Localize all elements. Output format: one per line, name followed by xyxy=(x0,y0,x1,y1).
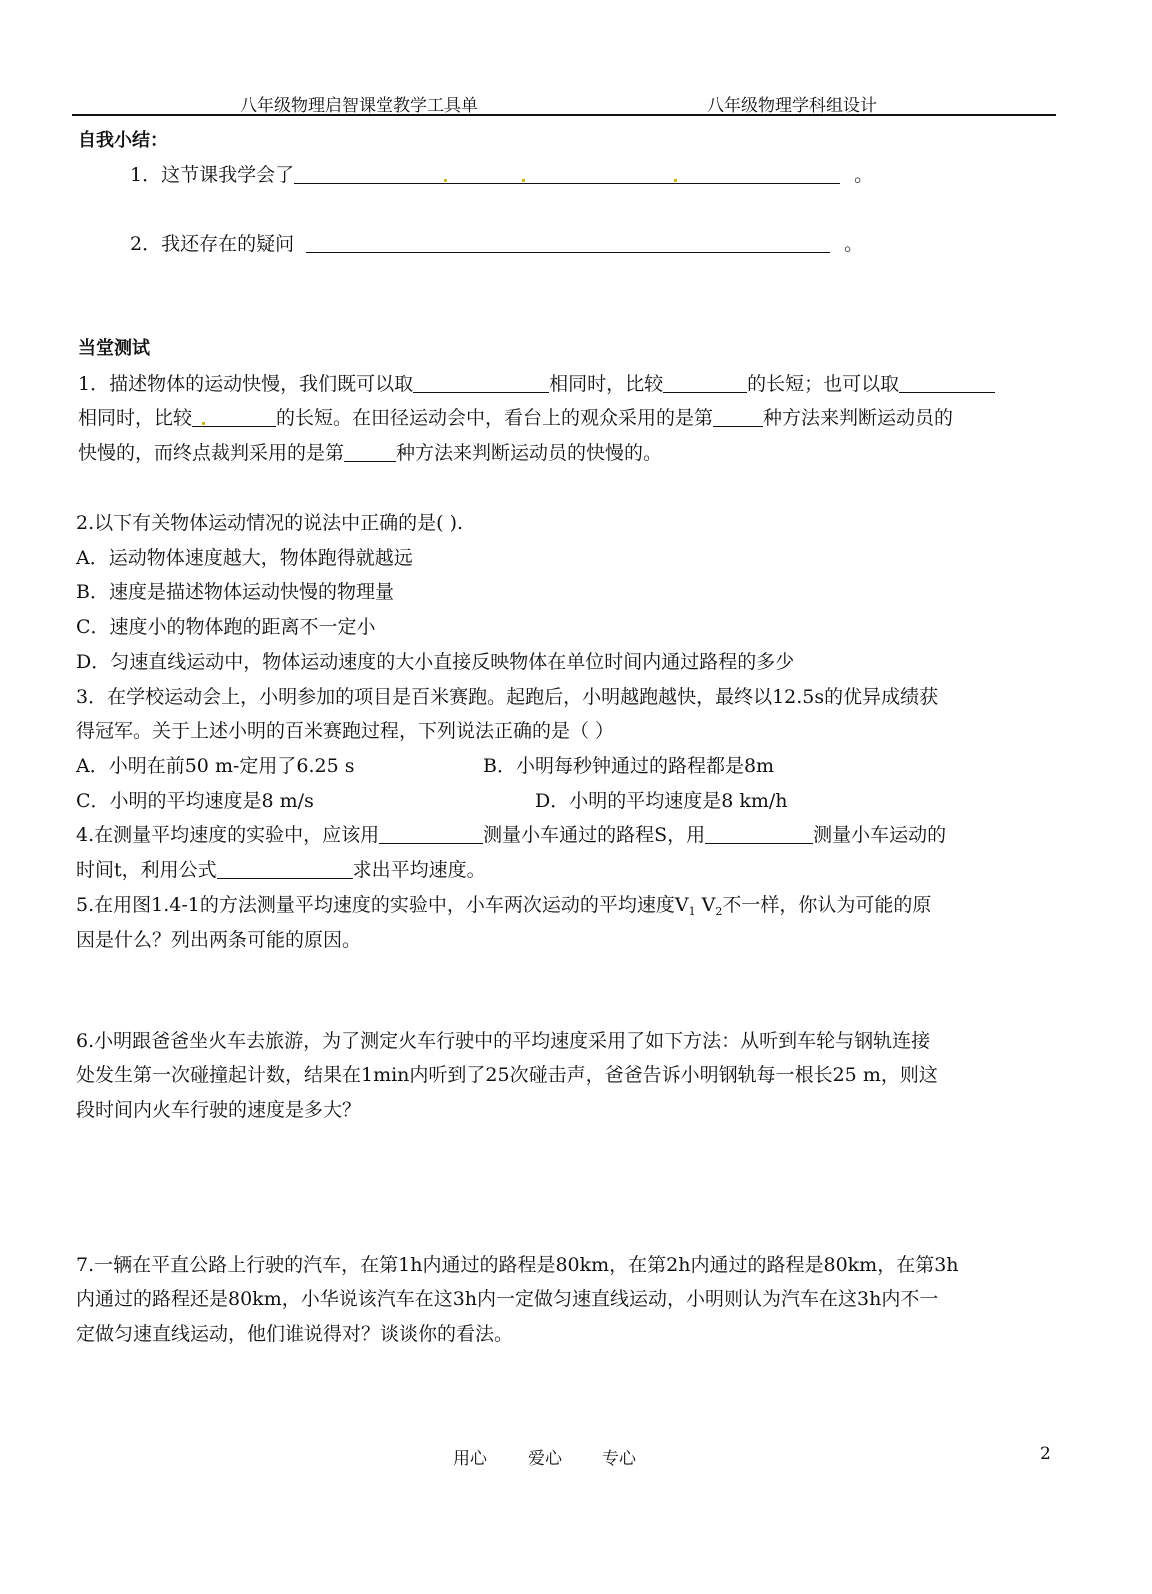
q2-option-c: C．速度小的物体跑的距离不一定小 xyxy=(76,616,376,638)
header-left: 八年级物理启智课堂教学工具单 xyxy=(240,96,478,116)
summary-item-2-label: 2．我还存在的疑问 xyxy=(130,233,295,255)
page-number: 2 xyxy=(1040,1444,1051,1464)
q2-option-b: B．速度是描述物体运动快慢的物理量 xyxy=(76,581,394,603)
answer-blank[interactable] xyxy=(344,441,396,462)
summary-item-1 xyxy=(130,160,873,187)
answer-blank[interactable] xyxy=(217,858,353,879)
answer-blank[interactable] xyxy=(899,372,995,393)
q4-text-b: 测量小车通过的路程S，用 xyxy=(483,824,706,846)
summary-title: 自我小结： xyxy=(78,130,168,151)
q5-text-b: V xyxy=(695,894,716,916)
q5-line-1 xyxy=(76,890,931,918)
q7-line-3: 定做匀速直线运动，他们谁说得对？谈谈你的看法。 xyxy=(76,1323,514,1345)
q7-line-1: 7.一辆在平直公路上行驶的汽车，在第1h内通过的路程是80km，在第2h内通过的路程是80km，在第3h xyxy=(76,1254,959,1276)
q4-line-1 xyxy=(76,820,946,847)
answer-blank[interactable] xyxy=(663,372,747,393)
q4-text-c: 测量小车运动的 xyxy=(813,824,947,846)
answer-blank[interactable] xyxy=(306,232,830,253)
summary-item-2 xyxy=(130,229,863,256)
q4-text-d: 时间t，利用公式 xyxy=(76,859,217,881)
q4-text-a: 4.在测量平均速度的实验中，应该用 xyxy=(76,824,380,846)
answer-blank[interactable] xyxy=(294,163,840,184)
q1-text-g: 快慢的，而终点裁判采用的是第 xyxy=(78,442,345,464)
q2-option-a: A．运动物体速度越大，物体跑得就越远 xyxy=(76,547,413,569)
q3-option-c: C．小明的平均速度是8 m/s xyxy=(76,790,314,812)
header-rule xyxy=(72,114,1056,116)
q1-text-b: 相同时，比较 xyxy=(549,373,664,395)
q7-line-2: 内通过的路程还是80km，小华说该汽车在这3h内一定做匀速直线运动，小明则认为汽车在这3h内不一 xyxy=(76,1288,939,1310)
q6-line-3: 段时间内火车行驶的速度是多大？ xyxy=(76,1099,362,1121)
q1-text-a: 1．描述物体的运动快慢，我们既可以取 xyxy=(78,373,414,395)
q5-subscript-2: 2 xyxy=(715,905,723,918)
q6-line-2: 处发生第一次碰撞起计数，结果在1min内听到了25次碰击声，爸爸告诉小明钢轨每一根长25 m，则这 xyxy=(76,1064,938,1086)
footer-motto-3: 专心 xyxy=(602,1449,636,1469)
header-right: 八年级物理学科组设计 xyxy=(707,96,877,116)
q4-text-e: 求出平均速度。 xyxy=(352,859,486,881)
footer-motto-1: 用心 xyxy=(453,1449,487,1469)
q1-text-d: 相同时，比较 xyxy=(78,407,193,429)
q3-option-d: D．小明的平均速度是8 km/h xyxy=(535,790,788,812)
q3-line-1: 3．在学校运动会上，小明参加的项目是百米赛跑。起跑后，小明越跑越快，最终以12.5s的优异成绩获 xyxy=(76,686,939,708)
q5-line-2: 因是什么？列出两条可能的原因。 xyxy=(76,929,362,951)
q6-line-1: 6.小明跟爸爸坐火车去旅游，为了测定火车行驶中的平均速度采用了如下方法：从听到车轮与钢轨连接 xyxy=(76,1030,931,1052)
answer-blank[interactable] xyxy=(192,406,276,427)
q5-text-a: 5.在用图1.4-1的方法测量平均速度的实验中，小车两次运动的平均速度V xyxy=(76,894,689,916)
answer-blank[interactable] xyxy=(379,823,483,844)
q2-stem: 2.以下有关物体运动情况的说法中正确的是( ). xyxy=(76,512,464,534)
summary-item-1-end: 。 xyxy=(854,164,874,186)
q4-line-2 xyxy=(76,855,486,882)
q3-option-a: A．小明在前50 m-定用了6.25 s xyxy=(76,755,355,777)
summary-item-1-label: 1．这节课我学会了 xyxy=(130,164,295,186)
summary-item-2-end: 。 xyxy=(844,233,864,255)
q1-text-e: 的长短。在田径运动会中，看台上的观众采用的是第 xyxy=(276,407,714,429)
q1-line-1 xyxy=(78,369,995,396)
q1-line-2 xyxy=(78,403,953,430)
q5-text-c: 不一样，你认为可能的原 xyxy=(722,894,932,916)
q3-line-2: 得冠军。关于上述小明的百米赛跑过程，下列说法正确的是（ ） xyxy=(76,720,615,742)
footer-motto-2: 爱心 xyxy=(528,1449,562,1469)
q5-subscript-1: 1 xyxy=(688,905,696,918)
q1-line-3 xyxy=(78,438,662,465)
q2-option-d: D．匀速直线运动中，物体运动速度的大小直接反映物体在单位时间内通过路程的多少 xyxy=(76,651,795,673)
q1-text-h: 种方法来判断运动员的快慢的。 xyxy=(396,442,663,464)
q3-option-b: B．小明每秒钟通过的路程都是8m xyxy=(483,755,775,777)
test-title: 当堂测试 xyxy=(78,338,150,359)
answer-blank[interactable] xyxy=(713,406,763,427)
answer-blank[interactable] xyxy=(705,823,813,844)
q1-text-f: 种方法来判断运动员的 xyxy=(763,407,954,429)
q1-text-c: 的长短；也可以取 xyxy=(747,373,900,395)
answer-blank[interactable] xyxy=(413,372,549,393)
